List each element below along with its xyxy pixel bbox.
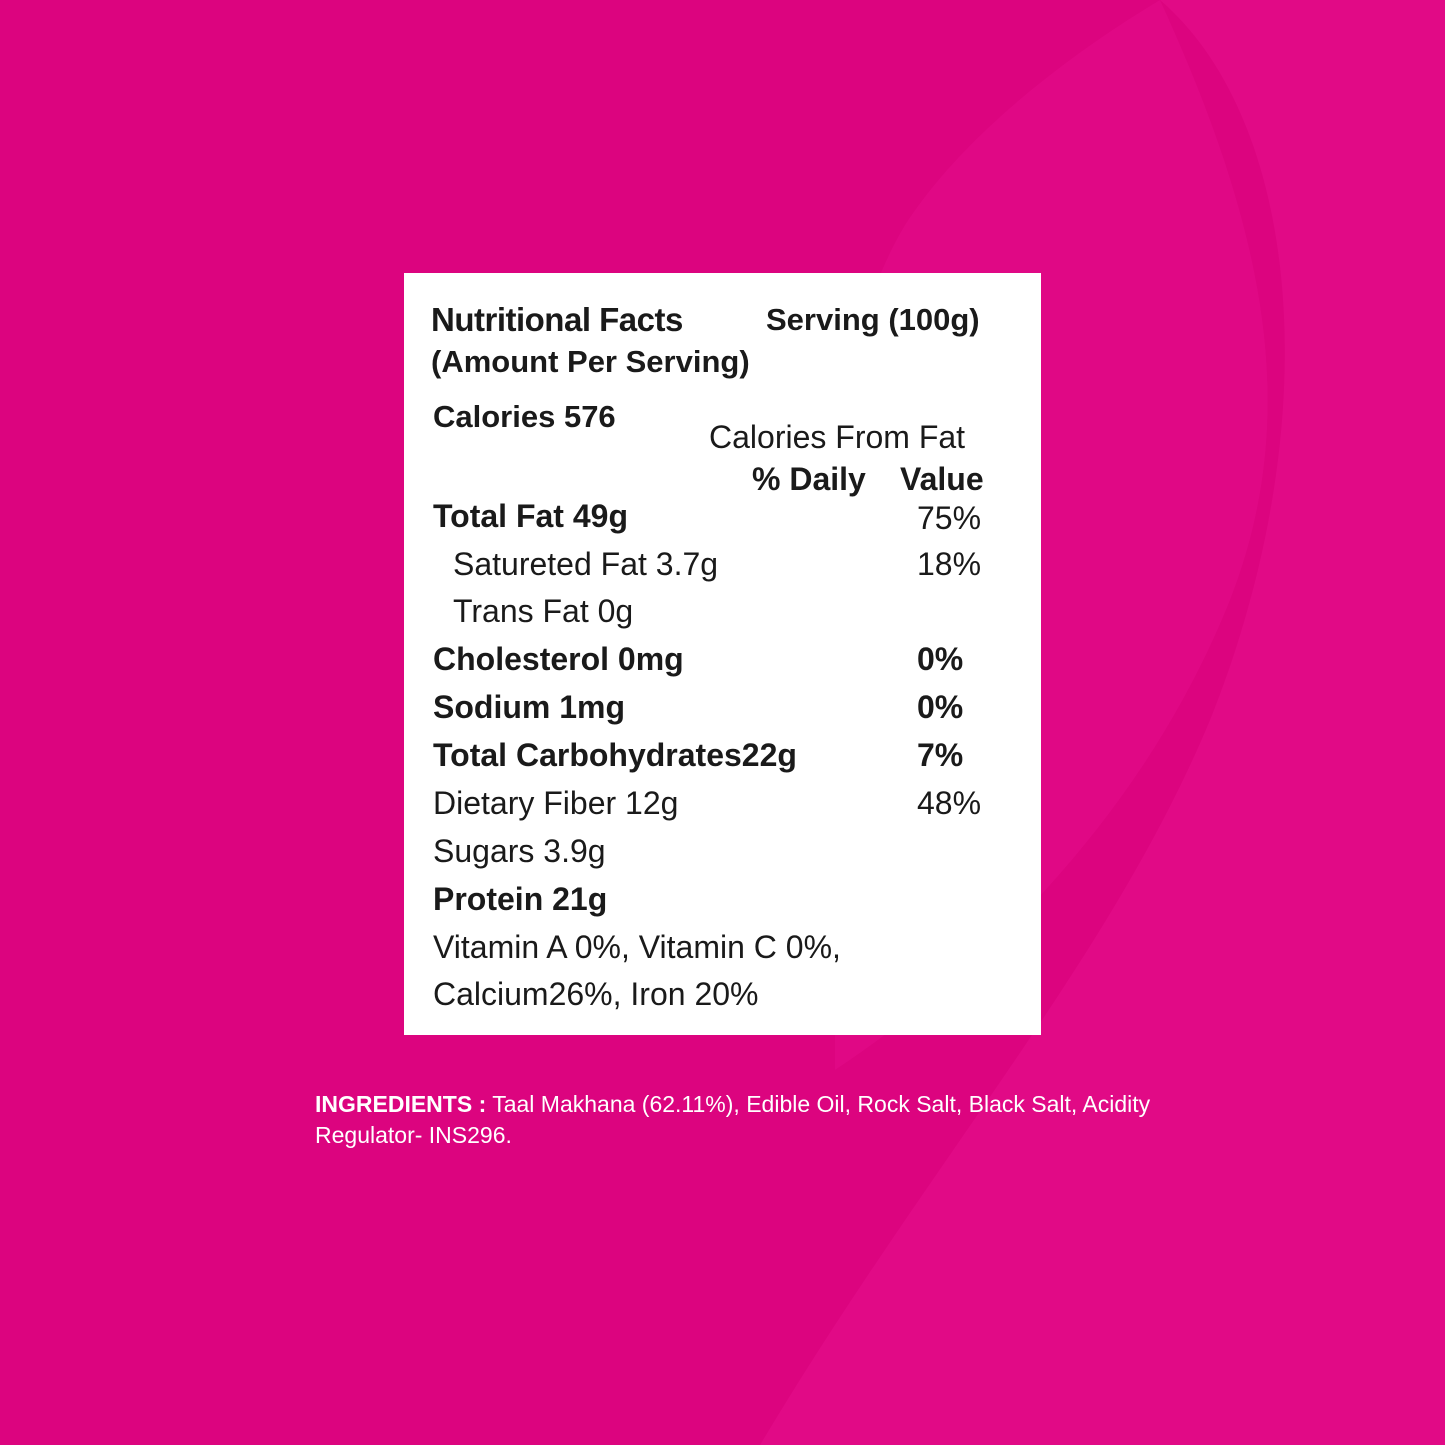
row-protein-label: Protein 21g (433, 881, 608, 917)
row-total-carbohydrates-label: Total Carbohydrates22g (433, 737, 797, 773)
ingredients-list: Taal Makhana (62.11%), Edible Oil, Rock Salt, Black Salt, Acidity Regulator- INS296. (315, 1091, 1151, 1148)
row-sodium-label: Sodium 1mg (433, 689, 626, 725)
calories-from-fat: Calories From Fat (709, 419, 966, 455)
row-cholesterol-pct: 0% (917, 641, 964, 677)
row-sodium-pct: 0% (917, 689, 964, 725)
nutrition-title: Nutritional Facts (431, 301, 683, 338)
row-total-fat-label: Total Fat 49g (433, 498, 628, 534)
row-trans-fat-label: Trans Fat 0g (453, 593, 634, 629)
row-sugars-label: Sugars 3.9g (433, 833, 606, 869)
row-total-fat-pct: 75% (917, 500, 982, 536)
row-total-carbohydrates-pct: 7% (917, 737, 964, 773)
row-saturated-fat-pct: 18% (917, 546, 982, 582)
nutrition-facts-panel (404, 273, 1041, 1035)
row-saturated-fat-label: Satureted Fat 3.7g (453, 546, 719, 582)
vitamins-line-1: Vitamin A 0%, Vitamin C 0%, (433, 929, 841, 965)
serving-size: Serving (100g) (766, 302, 980, 337)
calories: Calories 576 (433, 399, 616, 434)
daily-value-header-pct: % Daily (752, 461, 866, 497)
row-dietary-fiber-label: Dietary Fiber 12g (433, 785, 679, 821)
row-dietary-fiber-pct: 48% (917, 785, 982, 821)
ingredients-text (315, 1089, 1175, 1151)
row-cholesterol-label: Cholesterol 0mg (433, 641, 684, 677)
vitamins-line-2: Calcium26%, Iron 20% (433, 976, 759, 1012)
ingredients-title: INGREDIENTS : (315, 1091, 487, 1117)
daily-value-header-word: Value (900, 461, 984, 497)
amount-per-serving: (Amount Per Serving) (431, 344, 750, 379)
